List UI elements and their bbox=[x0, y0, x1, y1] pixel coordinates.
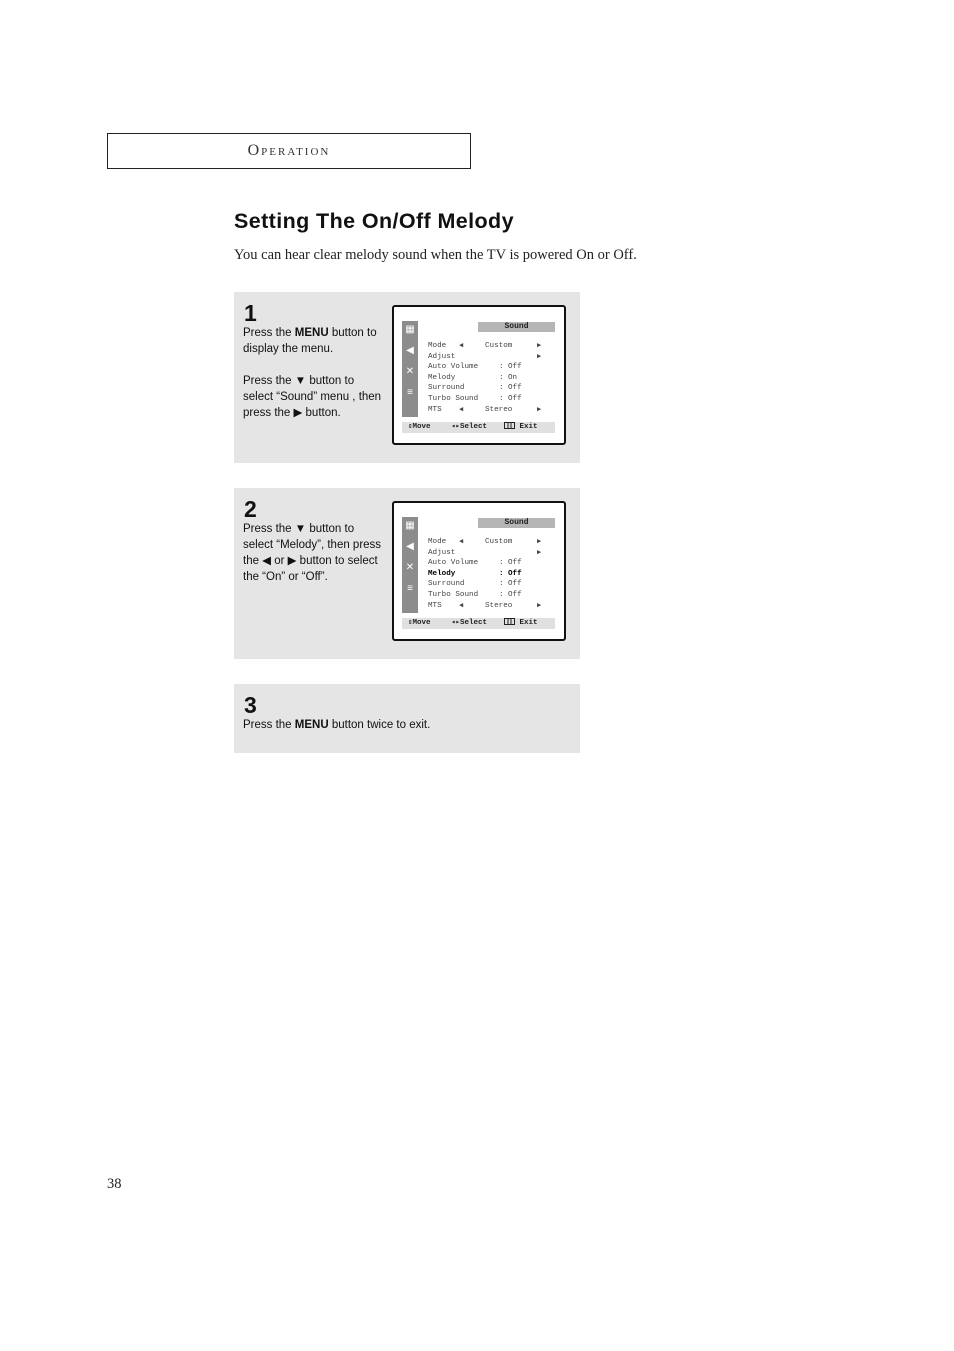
menu-row bbox=[428, 558, 558, 569]
page-number: 38 bbox=[107, 1176, 122, 1192]
step-1-panel bbox=[234, 292, 580, 463]
menu-row-value: Off bbox=[508, 569, 522, 578]
menu-row-colon: : bbox=[499, 590, 504, 599]
menu-row-label: Surround bbox=[428, 580, 465, 589]
menu-row-label: Mode bbox=[428, 342, 447, 350]
step-number: 3 bbox=[244, 692, 257, 718]
menu-row-value: Off bbox=[508, 384, 522, 393]
instruction-text: Press the ▼ button to select “Melody”, then press the ◀ or ▶ button to select the “On” or “Off”. bbox=[243, 523, 382, 583]
select-label: Select bbox=[460, 619, 488, 627]
menu-row-label: MTS bbox=[428, 405, 442, 414]
exit-hint bbox=[504, 422, 538, 433]
menu-row bbox=[428, 537, 558, 548]
move-label: Move bbox=[412, 619, 431, 627]
menu-row-value: Off bbox=[508, 590, 522, 599]
step-3-panel bbox=[234, 684, 580, 753]
menu-header: Sound bbox=[478, 518, 555, 528]
menu-row bbox=[428, 383, 558, 394]
menu-row-label: Turbo Sound bbox=[428, 394, 479, 403]
menu-button-label: MENU bbox=[294, 327, 329, 339]
menu-row bbox=[428, 569, 558, 580]
menu-row-label: Melody bbox=[428, 373, 456, 382]
menu-row-label: Adjust bbox=[428, 548, 456, 557]
menu-row-label: MTS bbox=[428, 601, 442, 610]
instruction-paragraph bbox=[243, 373, 383, 421]
menu-button-icon bbox=[504, 618, 515, 625]
menu-row-colon: : bbox=[499, 373, 504, 382]
select-hint bbox=[451, 618, 487, 629]
right-arrow-icon: ▶ bbox=[537, 548, 542, 557]
select-hint bbox=[451, 422, 487, 433]
step-instructions bbox=[243, 521, 383, 601]
menu-row bbox=[428, 373, 558, 384]
menu-row-value: Off bbox=[508, 580, 522, 589]
section-label: Operation bbox=[247, 142, 331, 159]
menu-row bbox=[428, 548, 558, 559]
move-label: Move bbox=[412, 423, 431, 431]
menu-row-label: Adjust bbox=[428, 352, 456, 361]
menu-row-value: Off bbox=[508, 363, 522, 372]
left-right-arrow-icon: ◂▸ bbox=[451, 619, 461, 627]
menu-row bbox=[428, 341, 558, 352]
step-number: 1 bbox=[244, 300, 257, 326]
select-label: Select bbox=[460, 423, 488, 431]
up-down-arrow-icon: ⇕ bbox=[408, 619, 413, 627]
instruction-text: Press the bbox=[243, 327, 295, 339]
menu-button-icon bbox=[504, 422, 515, 429]
right-arrow-icon: ▶ bbox=[537, 538, 542, 546]
channel-icon: ✕ bbox=[405, 562, 415, 573]
menu-row-option: Custom bbox=[485, 538, 513, 546]
move-hint bbox=[408, 618, 431, 629]
left-arrow-icon: ◀ bbox=[459, 538, 464, 546]
menu-row-label: Auto Volume bbox=[428, 559, 479, 568]
menu-row-colon: : bbox=[499, 384, 504, 393]
right-arrow-icon: ▶ bbox=[537, 405, 542, 414]
menu-button-label: MENU bbox=[294, 719, 329, 731]
menu-footer bbox=[402, 422, 555, 433]
exit-hint bbox=[504, 618, 538, 629]
left-arrow-icon: ◀ bbox=[459, 405, 464, 414]
menu-icon-bar bbox=[402, 321, 418, 417]
menu-row-colon: : bbox=[499, 559, 504, 568]
exit-label: Exit bbox=[519, 423, 538, 431]
menu-header: Sound bbox=[478, 322, 555, 332]
menu-row-option: Custom bbox=[485, 342, 513, 350]
menu-row-option: Stereo bbox=[485, 601, 513, 610]
picture-icon: ▦ bbox=[405, 520, 415, 531]
menu-row-label: Melody bbox=[428, 569, 456, 578]
menu-row-colon: : bbox=[499, 580, 504, 589]
setup-icon: ≡ bbox=[407, 583, 413, 594]
sound-icon: ◀ bbox=[406, 541, 414, 552]
tv-menu-screen bbox=[392, 305, 566, 445]
left-right-arrow-icon: ◂▸ bbox=[451, 423, 461, 431]
right-arrow-icon: ▶ bbox=[537, 342, 542, 350]
step-instructions bbox=[243, 717, 563, 749]
left-arrow-icon: ◀ bbox=[459, 601, 464, 610]
right-arrow-icon: ▶ bbox=[537, 352, 542, 361]
menu-row-label: Turbo Sound bbox=[428, 590, 479, 599]
menu-row bbox=[428, 405, 558, 416]
menu-row-value: Off bbox=[508, 559, 522, 568]
section-header-box bbox=[107, 133, 471, 169]
menu-row bbox=[428, 579, 558, 590]
up-down-arrow-icon: ⇕ bbox=[408, 423, 413, 431]
left-arrow-icon: ◀ bbox=[459, 342, 464, 350]
page-subtitle: You can hear clear melody sound when the TV is powered On or Off. bbox=[234, 247, 637, 263]
sound-icon: ◀ bbox=[406, 345, 414, 356]
move-hint bbox=[408, 422, 431, 433]
step-number: 2 bbox=[244, 496, 257, 522]
instruction-text: Press the bbox=[243, 719, 295, 731]
menu-row-colon: : bbox=[499, 394, 504, 403]
menu-row-label: Surround bbox=[428, 384, 465, 393]
menu-row-colon: : bbox=[499, 569, 504, 578]
right-arrow-icon: ▶ bbox=[537, 601, 542, 610]
menu-row-option: Stereo bbox=[485, 405, 513, 414]
instruction-paragraph bbox=[243, 521, 383, 585]
step-2-panel bbox=[234, 488, 580, 659]
menu-row-label: Auto Volume bbox=[428, 363, 479, 372]
exit-label: Exit bbox=[519, 619, 538, 627]
instruction-text: button twice to exit. bbox=[328, 719, 431, 731]
instruction-text: button to display the menu. bbox=[243, 327, 377, 355]
tv-menu-screen bbox=[392, 501, 566, 641]
menu-row bbox=[428, 590, 558, 601]
menu-icon-bar bbox=[402, 517, 418, 613]
instruction-paragraph bbox=[243, 717, 563, 733]
menu-row bbox=[428, 601, 558, 612]
menu-row bbox=[428, 362, 558, 373]
menu-row bbox=[428, 394, 558, 405]
instruction-paragraph bbox=[243, 325, 383, 357]
step-instructions bbox=[243, 325, 383, 437]
channel-icon: ✕ bbox=[405, 366, 415, 377]
menu-row bbox=[428, 352, 558, 363]
menu-row-value: Off bbox=[508, 394, 522, 403]
menu-rows bbox=[428, 341, 558, 415]
menu-row-value: On bbox=[508, 373, 518, 382]
instruction-text: Press the ▼ button to select “Sound” menu , then press the ▶ button. bbox=[243, 375, 382, 419]
picture-icon: ▦ bbox=[405, 324, 415, 335]
page-title: Setting The On/Off Melody bbox=[234, 209, 514, 233]
menu-row-label: Mode bbox=[428, 538, 447, 546]
setup-icon: ≡ bbox=[407, 387, 413, 398]
menu-row-colon: : bbox=[499, 363, 504, 372]
menu-rows bbox=[428, 537, 558, 611]
menu-footer bbox=[402, 618, 555, 629]
